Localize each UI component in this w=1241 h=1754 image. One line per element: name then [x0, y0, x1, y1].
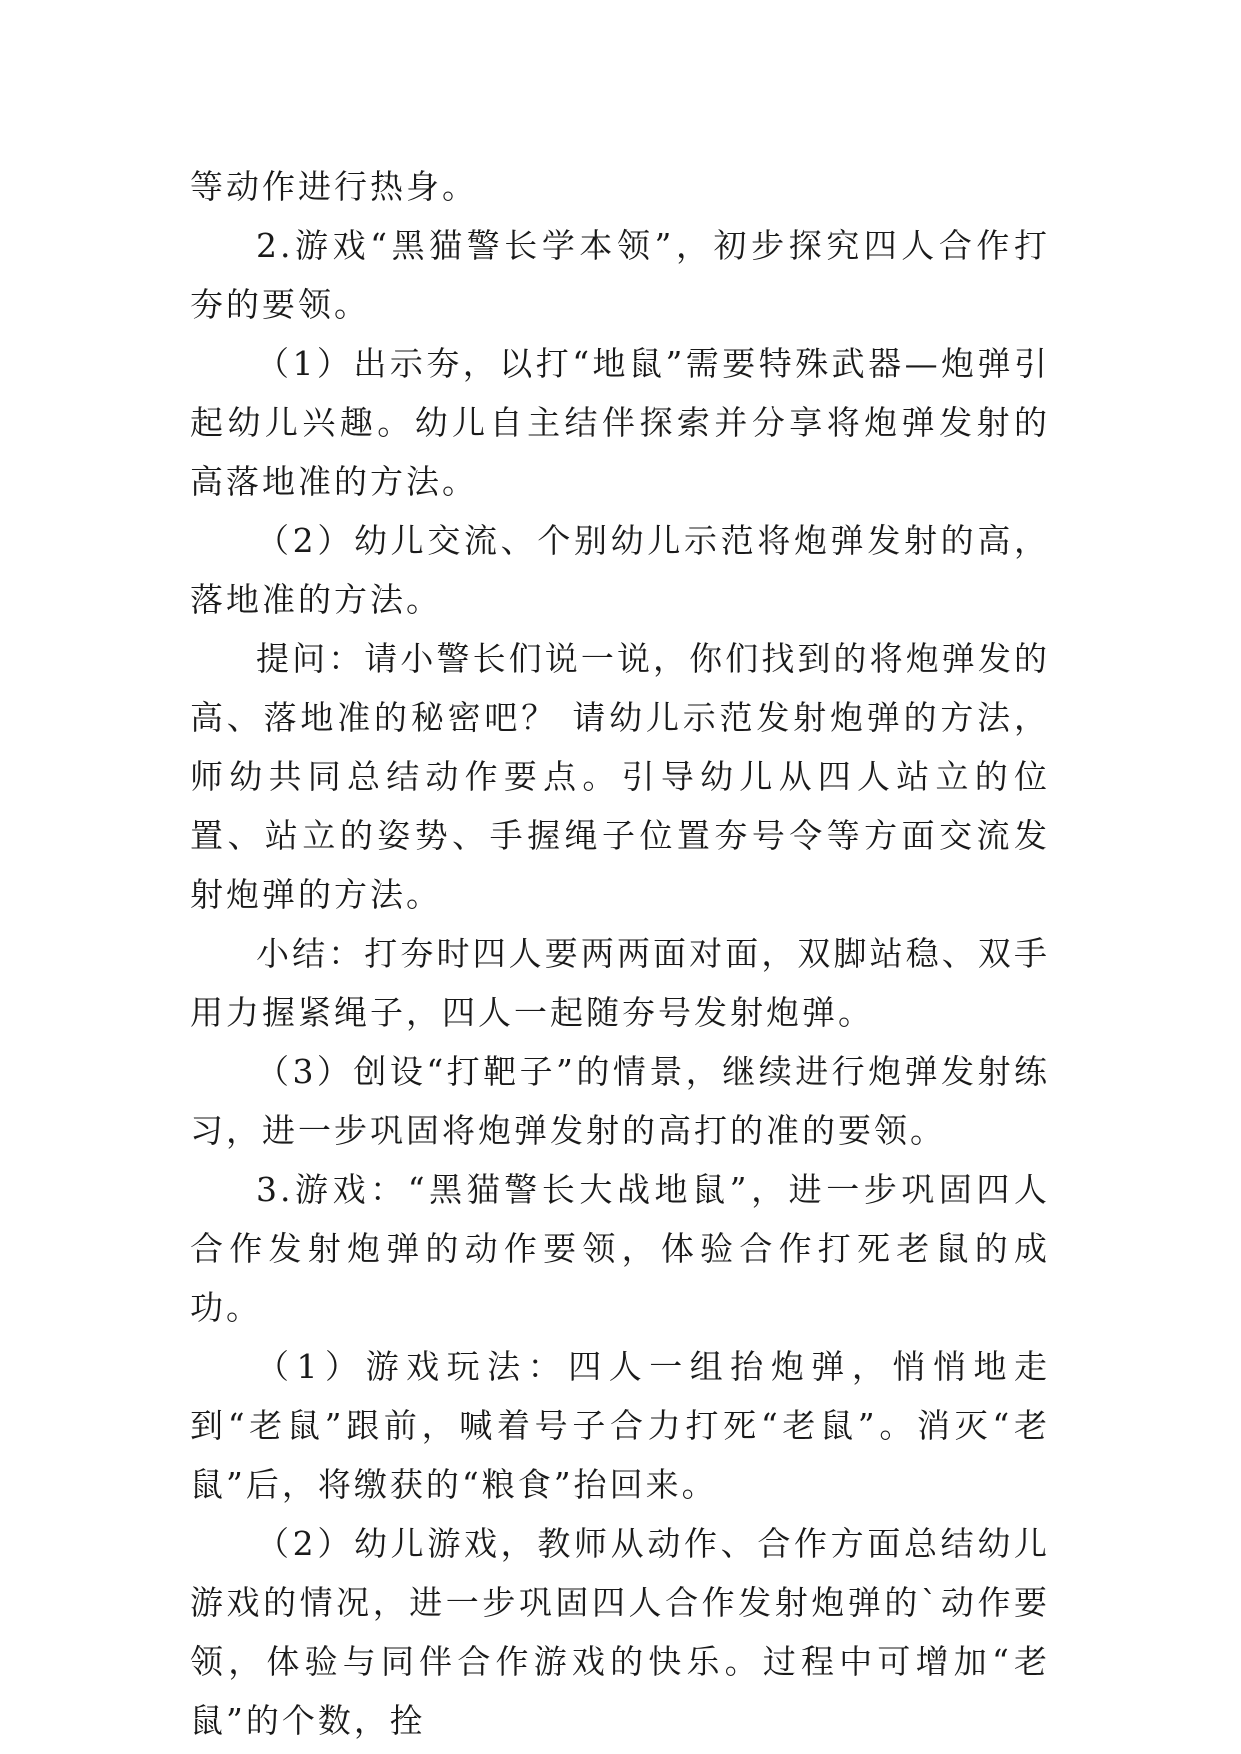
paragraph-game-2-title: 2.游戏“黑猫警长学本领”，初步探究四人合作打夯的要领。: [190, 226, 1050, 324]
paragraph-summary: 小结：打夯时四人要两两面对面，双脚站稳、双手用力握紧绳子，四人一起随夯号发射炮弹。: [190, 934, 1050, 1032]
paragraph-game-rules: （1）游戏玩法：四人一组抬炮弹，悄悄地走到“老鼠”跟前，喊着号子合力打死“老鼠”。消灭“老鼠”后，将缴获的“粮食”抬回来。: [190, 1347, 1050, 1504]
paragraph-step-1: （1）出示夯，以打“地鼠”需要特殊武器—炮弹引起幼儿兴趣。幼儿自主结伴探索并分享将炮弹发射的高落地准的方法。: [190, 344, 1050, 501]
paragraph-warmup: 等动作进行热身。: [190, 167, 478, 206]
paragraph-step-2: （2）幼儿交流、个别幼儿示范将炮弹发射的高，落地准的方法。: [190, 521, 1050, 619]
paragraph-game-play: （2）幼儿游戏，教师从动作、合作方面总结幼儿游戏的情况，进一步巩固四人合作发射炮弹的`动作要领，体验与同伴合作游戏的快乐。过程中可增加“老鼠”的个数，拴: [190, 1524, 1050, 1740]
document-body: [190, 157, 1050, 1750]
paragraph-game-3-title: 3.游戏：“黑猫警长大战地鼠”，进一步巩固四人合作发射炮弹的动作要领，体验合作打死老鼠的成功。: [190, 1170, 1050, 1327]
paragraph-question: 提问：请小警长们说一说，你们找到的将炮弹发的高、落地准的秘密吧？ 请幼儿示范发射炮弹的方法，师幼共同总结动作要点。引导幼儿从四人站立的位置、站立的姿势、手握绳子位置夯号令等方面交流发射炮弹的方法。: [190, 639, 1050, 914]
paragraph-step-3: （3）创设“打靶子”的情景，继续进行炮弹发射练习，进一步巩固将炮弹发射的高打的准的要领。: [190, 1052, 1050, 1150]
